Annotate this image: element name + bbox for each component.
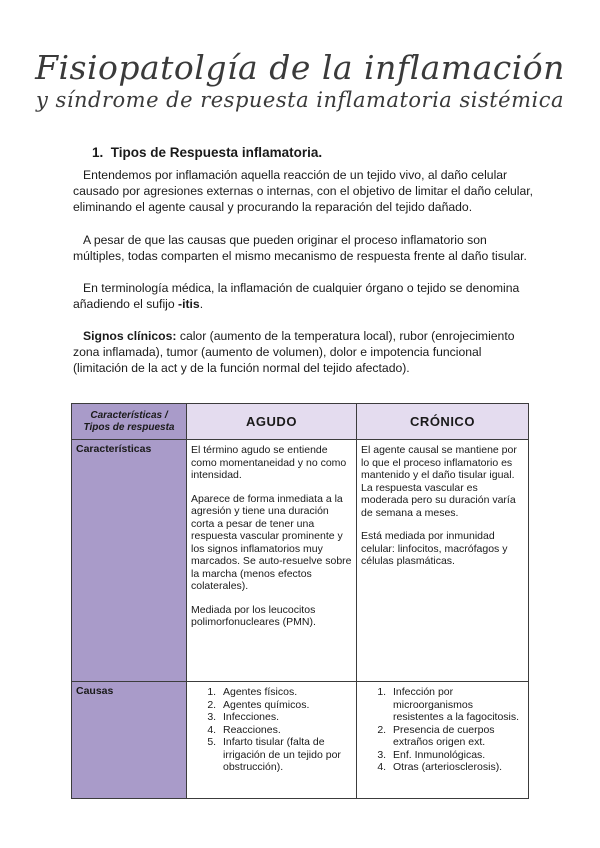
table-corner-header [72, 404, 187, 440]
column-header-cronico: CRÓNICO [357, 404, 529, 440]
paragraph-causes [73, 232, 533, 264]
table-header-row [72, 404, 529, 440]
list-item: 1. Infección por microorganismos resistentes a la fagocitosis. [389, 686, 524, 724]
table-row-causas [72, 682, 529, 799]
cronico-char-3: Está mediada por inmunidad celular: linfocitos, macrófagos y células plasmáticas. [361, 530, 508, 567]
agudo-causes-list [191, 686, 352, 774]
corner-line-1: Características / [90, 409, 168, 421]
clinical-signs-label: Signos clínicos: [83, 329, 177, 343]
section-heading-text: Tipos de Respuesta inflamatoria. [110, 145, 323, 160]
cell-agudo-caracteristicas [187, 440, 357, 682]
section-heading [92, 145, 322, 160]
list-item: 2. Presencia de cuerpos extraños origen ext. [389, 724, 524, 749]
row-label-causas: Causas [72, 682, 187, 799]
paragraph-terminology-text: En terminología médica, la inflamación de cualquier órgano o tejido se denomina añadiendo el sufijo [73, 281, 520, 311]
cronico-causes-list [361, 686, 524, 774]
cell-cronico-caracteristicas [357, 440, 529, 682]
response-types-table [71, 403, 529, 799]
row-label-caracteristicas: Características [72, 440, 187, 682]
clinical-signs-text: calor (aumento de la temperatura local), rubor (enrojecimiento zona inflamada), tumor (aumento de volumen), dolor e impotencia funcional (limitación de la act y de la función normal del tejido afectado). [73, 329, 515, 375]
column-header-agudo: AGUDO [187, 404, 357, 440]
paragraph-definition-text: Entendemos por inflamación aquella reacción de un tejido vivo, al daño celular causado por agresiones externas o internas, con el objetivo de limitar el daño celular, eliminando el agente causal y procurando la reparación del tejido dañado. [73, 168, 534, 214]
section-number: 1. [92, 145, 104, 160]
suffix-itis: -itis [178, 297, 200, 311]
table-row-caracteristicas [72, 440, 529, 682]
paragraph-definition [73, 167, 533, 215]
agudo-char-3: Mediada por los leucocitos polimorfonucleares (PMN). [191, 603, 316, 628]
document-title: Fisiopatolgía de la inflamación [35, 48, 565, 87]
paragraph-terminology-end: . [199, 297, 204, 311]
paragraph-clinical-signs [73, 328, 533, 376]
document-subtitle: y síndrome de respuesta inflamatoria sistémica [35, 88, 565, 112]
cell-agudo-causas [187, 682, 357, 799]
paragraph-terminology [73, 280, 533, 312]
cronico-char-1: El agente causal se mantiene por lo que el proceso inflamatorio es mantenido y el daño tisular igual. [361, 444, 517, 481]
corner-line-2: Tipos de respuesta [83, 421, 175, 433]
list-item: 5. Infarto tisular (falta de irrigación de un tejido por obstrucción). [219, 736, 352, 774]
list-item: 3. Infecciones. [219, 711, 352, 724]
list-item: 2. Agentes químicos. [219, 699, 352, 712]
agudo-char-1: El término agudo se entiende como momentaneidad y no como intensidad. [191, 444, 347, 481]
paragraph-causes-text: A pesar de que las causas que pueden originar el proceso inflamatorio son múltiples, todas comparten el mismo mecanismo de respuesta frente al daño tisular. [73, 233, 527, 263]
list-item: 4. Reacciones. [219, 724, 352, 737]
cronico-char-2: La respuesta vascular es moderada pero su duración varía de semana a meses. [361, 481, 516, 519]
list-item: 3. Enf. Inmunológicas. [389, 749, 524, 762]
list-item: 4. Otras (arteriosclerosis). [389, 761, 524, 774]
agudo-char-2: Aparece de forma inmediata a la agresión y tiene una duración corta a pesar de tener una respuesta vascular prominente y los signos inflamatorios muy marcados. Se auto-resuelve sobre la marcha (menos efectos colaterales). [191, 492, 352, 592]
cell-cronico-causas [357, 682, 529, 799]
list-item: 1. Agentes físicos. [219, 686, 352, 699]
